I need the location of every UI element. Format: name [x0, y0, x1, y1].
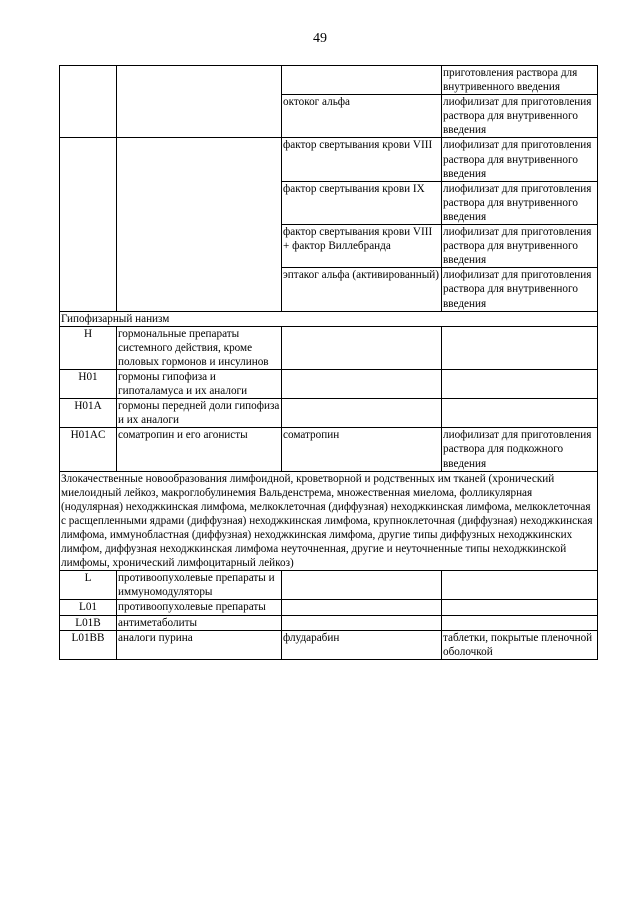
table-row: [60, 399, 598, 428]
form-cell: [442, 399, 598, 428]
table-row: [60, 326, 598, 369]
group-cell: [117, 138, 282, 311]
drug-cell: эптаког альфа (активированный): [282, 268, 442, 311]
form-cell: лиофилизат для приготовления раствора для подкожного введения: [442, 428, 598, 471]
atc-code-cell: [60, 138, 117, 311]
atc-code-cell: L: [60, 571, 117, 600]
form-cell: приготовления раствора для внутривенного введения: [442, 66, 598, 95]
drug-cell: [282, 399, 442, 428]
drug-cell: фактор свертывания крови VIII: [282, 138, 442, 181]
group-cell: противоопухолевые препараты и иммуномодуляторы: [117, 571, 282, 600]
section-heading-row: [60, 311, 598, 326]
atc-code-cell: H01: [60, 369, 117, 398]
table-row: [60, 66, 598, 95]
drug-cell: соматропин: [282, 428, 442, 471]
section-heading: Гипофизарный нанизм: [60, 311, 598, 326]
group-cell: гормональные препараты системного действия, кроме половых гормонов и инсулинов: [117, 326, 282, 369]
group-cell: аналоги пурина: [117, 630, 282, 659]
atc-code-cell: H01A: [60, 399, 117, 428]
atc-code-cell: H01AC: [60, 428, 117, 471]
atc-code-cell: L01: [60, 600, 117, 615]
form-cell: лиофилизат для приготовления раствора для внутривенного введения: [442, 181, 598, 224]
group-cell: гормоны передней доли гипофиза и их аналоги: [117, 399, 282, 428]
drug-cell: фактор свертывания крови VIII + фактор Виллебранда: [282, 225, 442, 268]
drug-cell: [282, 326, 442, 369]
form-cell: [442, 600, 598, 615]
drug-cell: [282, 615, 442, 630]
form-cell: лиофилизат для приготовления раствора для внутривенного введения: [442, 95, 598, 138]
form-cell: лиофилизат для приготовления раствора для внутривенного введения: [442, 268, 598, 311]
form-cell: [442, 369, 598, 398]
drug-cell: [282, 369, 442, 398]
group-cell: гормоны гипофиза и гипоталамуса и их аналоги: [117, 369, 282, 398]
section-heading-row: [60, 471, 598, 571]
drug-cell: [282, 571, 442, 600]
drug-cell: [282, 600, 442, 615]
drug-cell: флударабин: [282, 630, 442, 659]
table-row: [60, 138, 598, 181]
table-row: [60, 571, 598, 600]
form-cell: [442, 326, 598, 369]
table-row: [60, 369, 598, 398]
group-cell: антиметаболиты: [117, 615, 282, 630]
drug-cell: октоког альфа: [282, 95, 442, 138]
group-cell: противоопухолевые препараты: [117, 600, 282, 615]
form-cell: лиофилизат для приготовления раствора для внутривенного введения: [442, 138, 598, 181]
table-row: [60, 630, 598, 659]
table-row: [60, 615, 598, 630]
atc-code-cell: H: [60, 326, 117, 369]
table-row: [60, 600, 598, 615]
page-number: 49: [313, 31, 327, 46]
atc-code-cell: [60, 66, 117, 138]
atc-code-cell: L01BB: [60, 630, 117, 659]
group-cell: соматропин и его агонисты: [117, 428, 282, 471]
form-cell: лиофилизат для приготовления раствора для внутривенного введения: [442, 225, 598, 268]
drug-cell: [282, 66, 442, 95]
form-cell: [442, 615, 598, 630]
drug-cell: фактор свертывания крови IX: [282, 181, 442, 224]
drug-table: [59, 65, 598, 660]
table-row: [60, 428, 598, 471]
atc-code-cell: L01B: [60, 615, 117, 630]
group-cell: [117, 66, 282, 138]
form-cell: [442, 571, 598, 600]
form-cell: таблетки, покрытые пленочной оболочкой: [442, 630, 598, 659]
section-heading: Злокачественные новообразования лимфоидной, кроветворной и родственных им тканей (хронический миелоидный лейкоз, макроглобулинемия Вальденстрема, множественная миелома, фолликулярная (нодулярная) неходжкинская лимфома, мелкоклеточная (диффузная) неходжкинская лимфома, мелкоклеточная с расщепленными ядрами (диффузная) неходжкинская лимфома, крупноклеточная (диффузная) неходжкинская лимфома, иммунобластная (диффузная) неходжкинская лимфома, другие типы диффузных неходжкинских лимфом, диффузная неходжкинская лимфома неуточненная, другие и неуточненные типы неходжкинской лимфомы, хронический лимфоцитарный лейкоз): [60, 471, 598, 571]
